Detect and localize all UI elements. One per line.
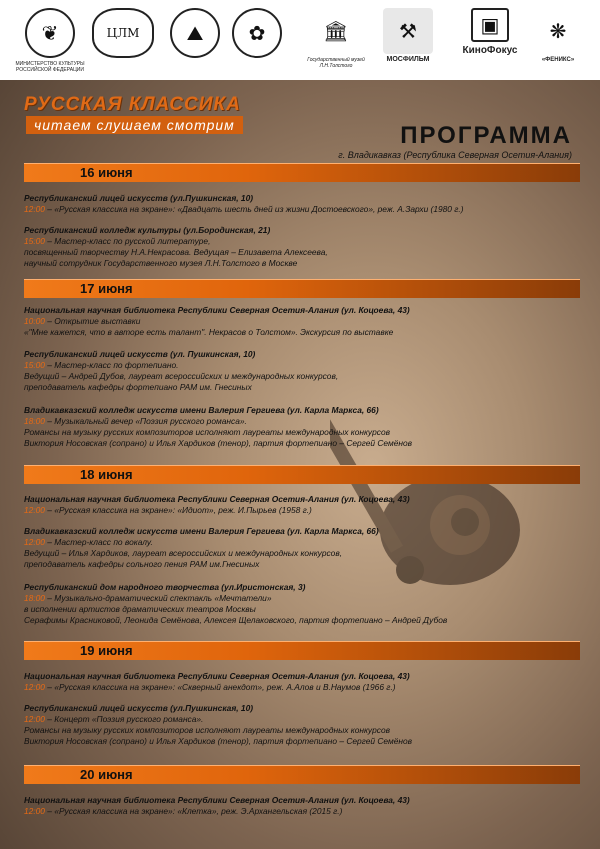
eagle-emblem-icon: ❦ bbox=[25, 8, 75, 58]
regional-logo bbox=[170, 8, 220, 58]
date-label: 20 июня bbox=[80, 767, 133, 782]
date-bar bbox=[24, 765, 580, 784]
event-detail: Виктория Носовская (сопрано) и Илья Хардиков (тенор), партия фортепиано – Сергей Семёнов bbox=[24, 438, 413, 448]
lcl-emblem-icon: ЦЛМ bbox=[92, 8, 154, 58]
event-time: 18:00 bbox=[24, 593, 45, 603]
event-description: – «Русская классика на экране»: «Скверный анекдот», реж. А.Алов и В.Наумов (1966 г.) bbox=[47, 682, 396, 692]
event-time: 18:00 bbox=[24, 416, 45, 426]
event-time: 12:00 bbox=[24, 505, 45, 515]
library-emblem-icon: ✿ bbox=[232, 8, 282, 58]
event-description: – «Русская классика на экране»: «Клетка», реж. Э.Архангельская (2015 г.) bbox=[47, 806, 343, 816]
event-venue: Национальная научная библиотека Республики Северная Осетия-Алания (ул. Коцоева, 43) bbox=[24, 671, 410, 681]
event-detail: Серафимы Красниковой, Леонида Семёнова, Алексея Щелаковского, партия фортепиано – Андрей Дубов bbox=[24, 615, 448, 625]
event-detail: преподаватель кафедры сольного пения РАМ им.Гнесиных bbox=[24, 559, 260, 569]
program-title: ПРОГРАММА bbox=[400, 122, 572, 149]
event-detail: «"Мне кажется, что в авторе есть талант". Некрасов о Толстом». Экскурсия по выставке bbox=[24, 327, 394, 337]
mosfilm-statue-icon: ⚒ bbox=[383, 8, 433, 54]
date-bar bbox=[24, 163, 580, 182]
program-heading-block bbox=[338, 122, 572, 160]
event-detail: в исполнении артистов драматических театров Москвы bbox=[24, 604, 256, 614]
phoenix-icon: ❋ bbox=[549, 19, 567, 43]
logo-caption: МОСФИЛЬМ bbox=[386, 56, 430, 63]
date-label: 17 июня bbox=[80, 281, 133, 296]
event-detail: научный сотрудник Государственного музея Л.Н.Толстого в Москве bbox=[24, 258, 298, 268]
event-description: – Музыкально-драматический спектакль «Мечтатели» bbox=[47, 593, 272, 603]
event-item bbox=[24, 494, 580, 516]
date-bar bbox=[24, 641, 580, 660]
event-description: – «Русская классика на экране»: «Идиот», реж. И.Пырьев (1958 г.) bbox=[47, 505, 312, 515]
event-detail: преподаватель кафедры фортепиано РАМ им. Гнесиных bbox=[24, 382, 252, 392]
event-description: – Открытие выставки bbox=[47, 316, 141, 326]
event-venue: Республиканский лицей искусств (ул.Пушкинская, 10) bbox=[24, 703, 254, 713]
event-description: – Мастер-класс по русской литературе, bbox=[47, 236, 211, 246]
event-time: 10:00 bbox=[24, 316, 45, 326]
event-venue: Национальная научная библиотека Республики Северная Осетия-Алания (ул. Коцоева, 43) bbox=[24, 795, 410, 805]
event-description: – Музыкальный вечер «Поэзия русского романса». bbox=[47, 416, 247, 426]
event-item bbox=[24, 349, 580, 393]
event-detail: Виктория Носовская (сопрано) и Илья Хардиков (тенор), партия фортепиано – Сергей Семёнов bbox=[24, 736, 413, 746]
logo-caption: МИНИСТЕРСТВО КУЛЬТУРЫ РОССИЙСКОЙ ФЕДЕРАЦИИ bbox=[15, 61, 85, 73]
date-label: 19 июня bbox=[80, 643, 133, 658]
date-bar bbox=[24, 465, 580, 484]
event-venue: Республиканский лицей искусств (ул.Пушкинская, 10) bbox=[24, 193, 254, 203]
event-detail: Ведущий – Андрей Дубов, лауреат всероссийских и международных конкурсов, bbox=[24, 371, 339, 381]
date-label: 16 июня bbox=[80, 165, 133, 180]
date-bar bbox=[24, 279, 580, 298]
event-time: 15:00 bbox=[24, 236, 45, 246]
event-time: 15:00 bbox=[24, 360, 45, 370]
event-venue: Республиканский лицей искусств (ул. Пушкинская, 10) bbox=[24, 349, 256, 359]
event-time: 12:00 bbox=[24, 204, 45, 214]
event-description: – «Русская классика на экране»: «Двадцать шесть дней из жизни Достоевского», реж. А.Зархи (1980 г.) bbox=[47, 204, 464, 214]
date-label: 18 июня bbox=[80, 467, 133, 482]
lcl-logo bbox=[92, 8, 154, 58]
event-detail: Романсы на музыку русских композиторов исполняют лауреаты международных конкурсов bbox=[24, 427, 390, 437]
mosfilm-logo bbox=[380, 8, 436, 63]
film-frame-icon: ▣ bbox=[471, 8, 509, 42]
ministry-culture-logo bbox=[10, 8, 90, 73]
event-venue: Национальная научная библиотека Республики Северная Осетия-Алания (ул. Коцоева, 43) bbox=[24, 494, 410, 504]
logo-bar bbox=[0, 0, 600, 80]
event-description: – Концерт «Поэзия русского романса». bbox=[47, 714, 204, 724]
event-venue: Национальная научная библиотека Республики Северная Осетия-Алания (ул. Коцоева, 43) bbox=[24, 305, 410, 315]
event-description: – Мастер-класс по фортепиано. bbox=[47, 360, 179, 370]
event-time: 12:00 bbox=[24, 714, 45, 724]
event-time: 12:00 bbox=[24, 806, 45, 816]
event-item bbox=[24, 526, 580, 570]
event-venue: Республиканский колледж культуры (ул.Бородинская, 21) bbox=[24, 225, 271, 235]
event-detail: Ведущий – Илья Хардиков, лауреат всероссийских и международных конкурсов, bbox=[24, 548, 343, 558]
program-city: г. Владикавказ (Республика Северная Осетия-Алания) bbox=[338, 150, 572, 160]
festival-subtitle: читаем слушаем смотрим bbox=[26, 116, 243, 134]
event-venue: Владикавказский колледж искусств имени Валерия Гергиева (ул. Карла Маркса, 66) bbox=[24, 526, 379, 536]
event-item bbox=[24, 795, 580, 817]
festival-title: РУССКАЯ КЛАССИКА bbox=[24, 94, 241, 115]
event-time: 12:00 bbox=[24, 682, 45, 692]
event-item bbox=[24, 305, 580, 338]
feniks-logo bbox=[528, 8, 588, 63]
kinofokus-logo bbox=[455, 8, 525, 57]
event-detail: посвященный творчеству Н.А.Некрасова. Ведущая – Елизавета Алексеева, bbox=[24, 247, 328, 257]
event-item bbox=[24, 582, 580, 626]
logo-caption: КиноФокус bbox=[462, 45, 518, 56]
event-venue: Республиканский дом народного творчества (ул.Иристонская, 3) bbox=[24, 582, 306, 592]
event-item bbox=[24, 671, 580, 693]
library-logo bbox=[232, 8, 282, 58]
event-item bbox=[24, 703, 580, 747]
event-item bbox=[24, 225, 580, 269]
logo-caption: «ФЕНИКС» bbox=[541, 57, 575, 63]
event-description: – Мастер-класс по вокалу. bbox=[47, 537, 153, 547]
event-item bbox=[24, 405, 580, 449]
festival-title-block bbox=[24, 94, 243, 135]
mountain-emblem-icon: ⛰ bbox=[170, 8, 220, 58]
event-time: 12:00 bbox=[24, 537, 45, 547]
tolstoy-museum-logo bbox=[296, 8, 376, 69]
event-detail: Романсы на музыку русских композиторов исполняют лауреаты международных конкурсов bbox=[24, 725, 390, 735]
logo-caption: Государственный музей Л.Н.Толстого bbox=[307, 57, 365, 69]
museum-building-icon: 🏛 bbox=[323, 19, 349, 43]
event-item bbox=[24, 193, 580, 215]
event-venue: Владикавказский колледж искусств имени Валерия Гергиева (ул. Карла Маркса, 66) bbox=[24, 405, 379, 415]
